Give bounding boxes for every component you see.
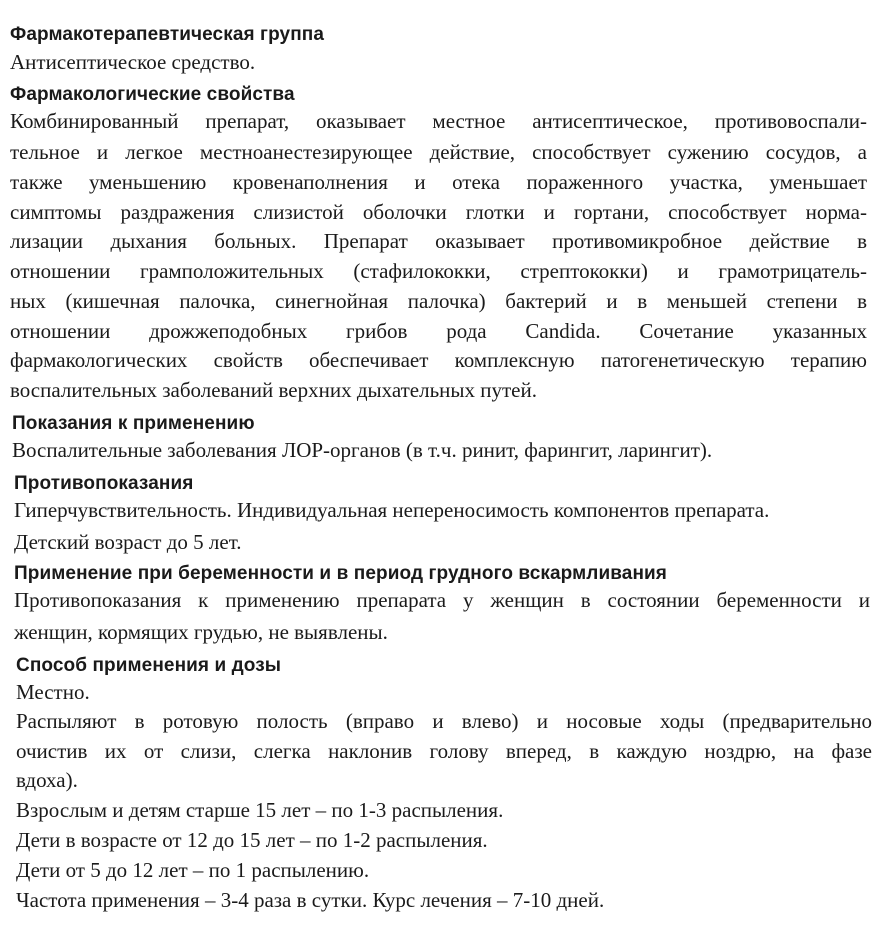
body-line: отношении грамположительных (стафилококки, стрептококки) и грамотрицатель- — [10, 259, 867, 283]
body-line: Распыляют в ротовую полость (вправо и влево) и носовые ходы (предварительно — [16, 709, 872, 733]
body-line: Антисептическое средство. — [10, 50, 256, 74]
body-line: Дети от 5 до 12 лет – по 1 распылению. — [16, 858, 370, 882]
body-line: ных (кишечная палочка, синегнойная палочка) бактерий и в меньшей степени в — [10, 289, 867, 313]
body-line: тельное и легкое местноанестезирующее действие, способствует сужению сосудов, а — [10, 140, 867, 164]
body-line: Противопоказания к применению препарата у женщин в состоянии беременности и — [14, 588, 870, 612]
body-line: Дети в возрасте от 12 до 15 лет – по 1-2 распыления. — [16, 828, 488, 852]
section-heading-pregnancy: Применение при беременности и в период грудного вскармливания — [14, 563, 667, 584]
section-heading-pharmacological-properties: Фармакологические свойства — [10, 84, 295, 105]
body-line: Местно. — [16, 680, 90, 704]
body-line: женщин, кормящих грудью, не выявлены. — [14, 620, 388, 644]
body-line: воспалительных заболеваний верхних дыхательных путей. — [10, 378, 537, 402]
section-heading-pharmacotherapeutic-group: Фармакотерапевтическая группа — [10, 24, 325, 45]
section-heading-contraindications: Противопоказания — [14, 473, 194, 494]
body-line: Воспалительные заболевания ЛОР-органов (в т.ч. ринит, фарингит, ларингит). — [12, 438, 713, 462]
section-heading-indications: Показания к применению — [12, 413, 255, 434]
section-heading-dosage: Способ применения и дозы — [16, 655, 282, 676]
body-line: Частота применения – 3-4 раза в сутки. Курс лечения – 7-10 дней. — [16, 888, 605, 912]
body-line: лизации дыхания больных. Препарат оказывает противомикробное действие в — [10, 229, 867, 253]
body-line: отношении дрожжеподобных грибов рода Candida. Сочетание указанных — [10, 319, 867, 343]
body-line: Детский возраст до 5 лет. — [14, 530, 242, 554]
body-line: очистив их от слизи, слегка наклонив голову вперед, в каждую ноздрю, на фазе — [16, 739, 872, 763]
body-line: также уменьшению кровенаполнения и отека пораженного участка, уменьшает — [10, 170, 867, 194]
body-line: Взрослым и детям старше 15 лет – по 1-3 распыления. — [16, 798, 504, 822]
body-line: фармакологических свойств обеспечивает комплексную патогенетическую терапию — [10, 348, 867, 372]
body-line: вдоха). — [16, 768, 78, 792]
body-line: Комбинированный препарат, оказывает местное антисептическое, противовоспали- — [10, 109, 867, 133]
body-line: Гиперчувствительность. Индивидуальная непереносимость компонентов препарата. — [14, 498, 770, 522]
body-line: симптомы раздражения слизистой оболочки глотки и гортани, способствует норма- — [10, 200, 867, 224]
